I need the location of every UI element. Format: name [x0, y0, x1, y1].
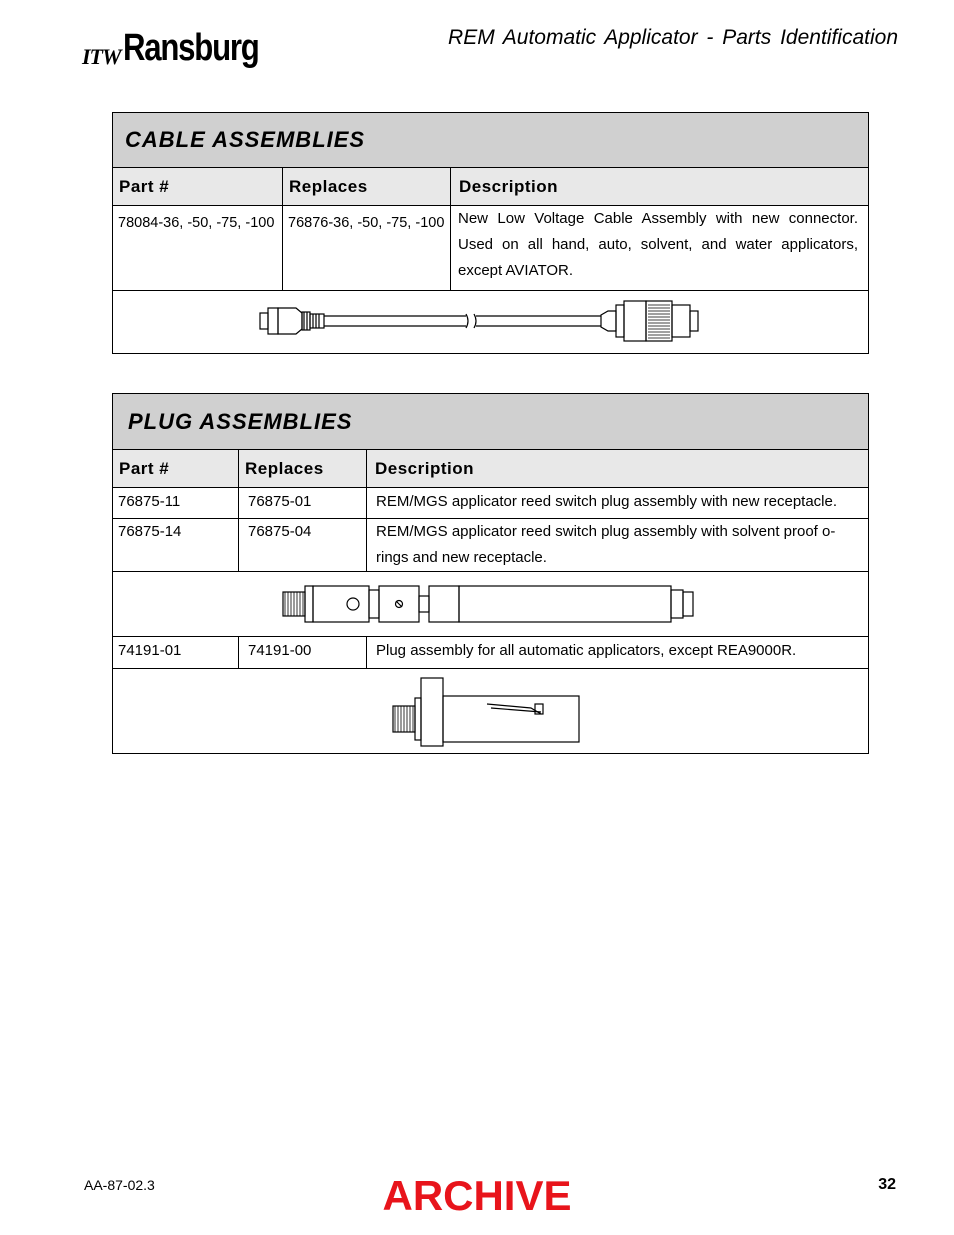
section-title: CABLE ASSEMBLIES	[125, 127, 366, 152]
cell-description: REM/MGS applicator reed switch plug assembly with solvent proof o-rings and new receptacle.	[376, 523, 836, 566]
cell-replaces: 74191-00	[239, 637, 367, 668]
cell-description: New Low Voltage Cable Assembly with new connector. Used on all hand, auto, solvent, and water applicators, except AVIATOR.	[458, 210, 858, 279]
page-title: REM Automatic Applicator - Parts Identification	[448, 26, 898, 49]
cell-part: 78084-36, -50, -75, -100	[113, 206, 283, 290]
plug-assemblies-section	[112, 393, 869, 754]
table-row	[113, 488, 868, 519]
cell-part: 74191-01	[113, 637, 239, 668]
document-code: AA-87-02.3	[84, 1177, 155, 1193]
plug-assembly-illustration	[391, 676, 591, 748]
cable-assemblies-section	[112, 112, 869, 354]
cell-replaces: 76875-01	[239, 488, 367, 518]
col-header-replaces: Replaces	[283, 168, 451, 205]
cell-replaces: 76876-36, -50, -75, -100	[283, 206, 451, 290]
cable-illustration-row	[113, 290, 868, 353]
logo-brand: Ransburg	[122, 27, 259, 69]
section-title: PLUG ASSEMBLIES	[128, 408, 353, 434]
cell-part: 76875-11	[113, 488, 239, 518]
logo-itw: ITW	[82, 44, 121, 69]
reed-switch-plug-illustration	[281, 582, 701, 626]
archive-stamp: ARCHIVE	[382, 1172, 572, 1219]
col-header-description: Description	[459, 176, 559, 196]
table-row	[113, 637, 868, 668]
plug-assembly-illustration-row	[113, 668, 868, 755]
column-headers	[113, 168, 868, 206]
cell-description: Plug assembly for all automatic applicators, except REA9000R.	[376, 642, 797, 659]
cell-replaces: 76875-04	[239, 519, 367, 571]
col-header-part: Part #	[113, 450, 239, 487]
cell-description: REM/MGS applicator reed switch plug assembly with new receptacle.	[376, 493, 838, 510]
cell-part: 76875-14	[113, 519, 239, 571]
section-header	[113, 113, 868, 168]
cable-assembly-illustration	[256, 297, 726, 347]
col-header-description: Description	[375, 458, 475, 478]
itw-ransburg-logo	[82, 22, 288, 70]
section-header	[113, 394, 868, 450]
col-header-replaces: Replaces	[239, 450, 367, 487]
table-row	[113, 206, 868, 290]
page-number: 32	[878, 1176, 896, 1193]
column-headers	[113, 450, 868, 488]
reed-switch-plug-illustration-row	[113, 571, 868, 637]
col-header-part: Part #	[113, 168, 283, 205]
table-row	[113, 519, 868, 571]
